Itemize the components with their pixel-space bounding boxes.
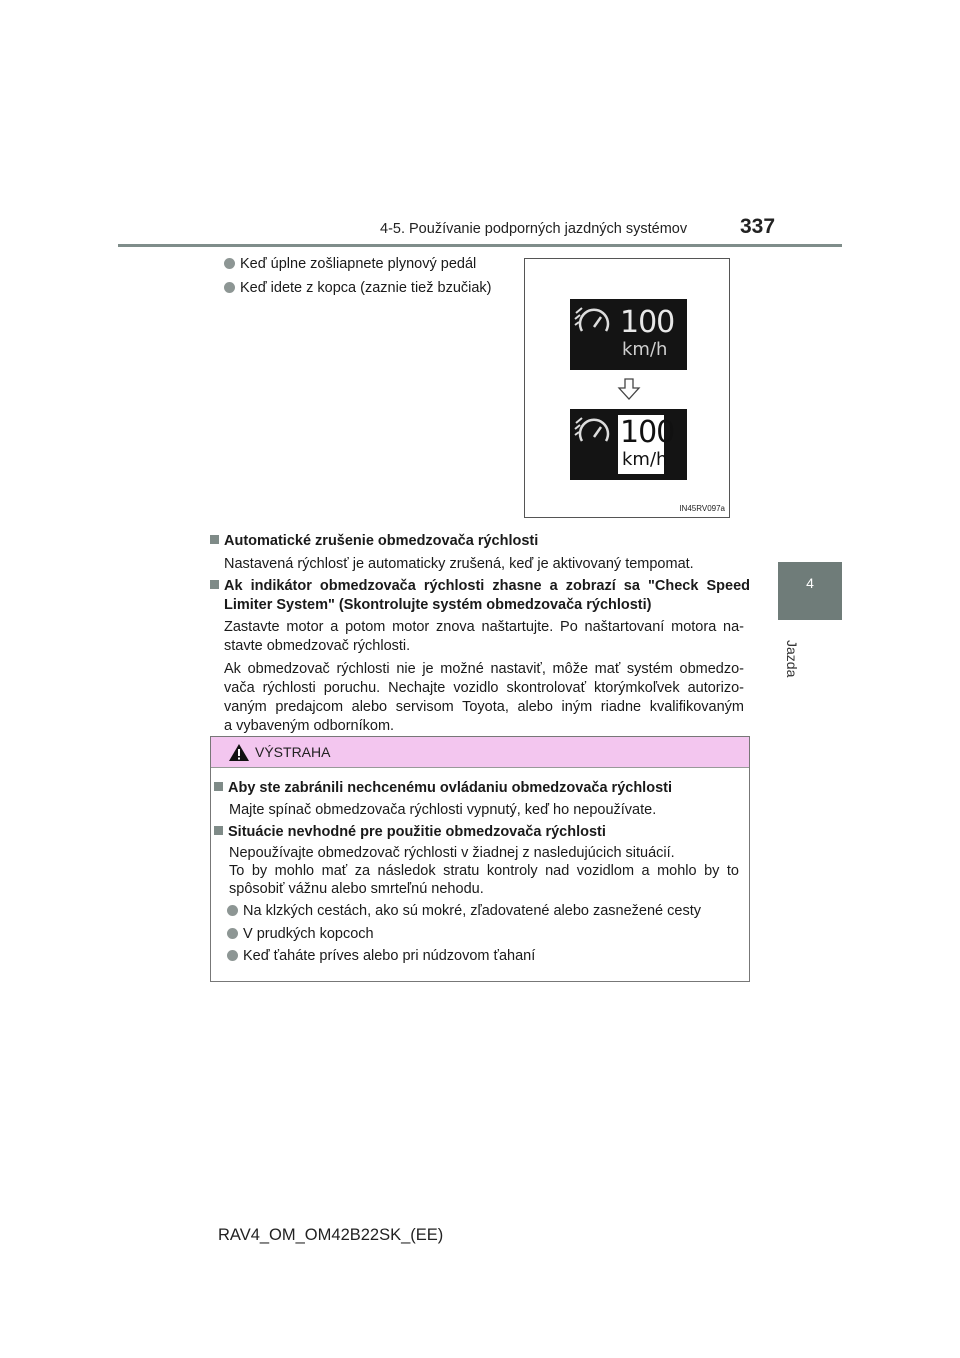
speed-display-normal [570,299,687,370]
warning-text: spôsobiť vážnu alebo smrteľnú nehodu. [229,881,484,897]
list-item: Keď ťaháte príves alebo pri núdzovom ťahaní [227,948,535,964]
warning-text: Majte spínač obmedzovača rýchlosti vypnutý, keď ho nepoužívate. [229,802,657,818]
speed-limiter-icon [574,305,614,341]
list-item: Keď úplne zošliapnete plynový pedál [224,256,476,272]
paragraph-line: stavte obmedzovač rýchlosti. [224,638,411,654]
square-bullet-icon [210,580,219,589]
square-bullet-icon [210,535,219,544]
section-heading-cont: Limiter System" (Skontrolujte systém obmedzovača rýchlosti) [224,597,652,613]
paragraph-line: vaným predajcom alebo servisom Toyota, alebo iným riadne kvalifikovaným [224,699,744,715]
section-title: 4-5. Používanie podporných jazdných systémov [380,221,688,237]
paragraph-line: Zastavte motor a potom motor znova naštartujte. Po naštartovaní motora na- [224,619,744,635]
section-heading: Ak indikátor obmedzovača rýchlosti zhasne a zobrazí sa "Check Speed [210,577,750,596]
chapter-number: 4 [806,575,814,591]
bullet-icon [227,905,238,916]
bullet-icon [224,282,235,293]
figure-code: IN45RV097a [679,504,725,513]
chapter-tab [778,562,842,620]
header-rule [118,244,842,247]
warning-text: Nepoužívajte obmedzovač rýchlosti v žiadnej z nasledujúcich situácií. [229,845,675,861]
warning-heading: Aby ste zabránili nechcenému ovládaniu obmedzovača rýchlosti [214,779,672,798]
list-item: Na klzkých cestách, ako sú mokré, zľadovatené alebo zasnežené cesty [227,903,701,919]
list-item: Keď idete z kopca (zaznie tiež bzučiak) [224,280,492,296]
warning-heading: Situácie nevhodné pre použitie obmedzovača rýchlosti [214,823,606,842]
square-bullet-icon [214,826,223,835]
square-bullet-icon [214,782,223,791]
list-item: V prudkých kopcoch [227,926,374,942]
bullet-icon [227,928,238,939]
speed-unit: km/h [622,339,668,360]
speed-value: 100 [620,305,675,340]
chapter-label: Jazda [784,640,800,678]
bullet-icon [227,950,238,961]
page-number: 337 [740,215,776,238]
paragraph: Nastavená rýchlosť je automaticky zrušená, keď je aktivovaný tempomat. [224,556,694,572]
bullet-icon [224,258,235,269]
paragraph-line: a vybaveným odborníkom. [224,718,395,734]
warning-text: To by mohlo mať za následok stratu kontroly nad vozidlom a mohlo by to [229,863,739,879]
speed-limiter-icon [574,415,614,451]
document-code: RAV4_OM_OM42B22SK_(EE) [218,1226,444,1244]
warning-header [211,737,749,768]
speed-unit: km/h [622,449,668,470]
section-heading: Automatické zrušenie obmedzovača rýchlosti [210,532,538,551]
paragraph-line: Ak obmedzovač rýchlosti nie je možné nastaviť, môže mať systém obmedzo- [224,661,744,677]
paragraph-line: vača rýchlosti poruchu. Nechajte vozidlo skontrolovať ktorýmkoľvek autorizo- [224,680,744,696]
warning-title: VÝSTRAHA [255,744,331,760]
down-arrow-icon [617,378,641,400]
speed-display-figure [524,258,730,518]
speed-value: 100 [620,415,675,450]
speed-display-blinking [570,409,687,480]
warning-triangle-icon [228,743,250,762]
